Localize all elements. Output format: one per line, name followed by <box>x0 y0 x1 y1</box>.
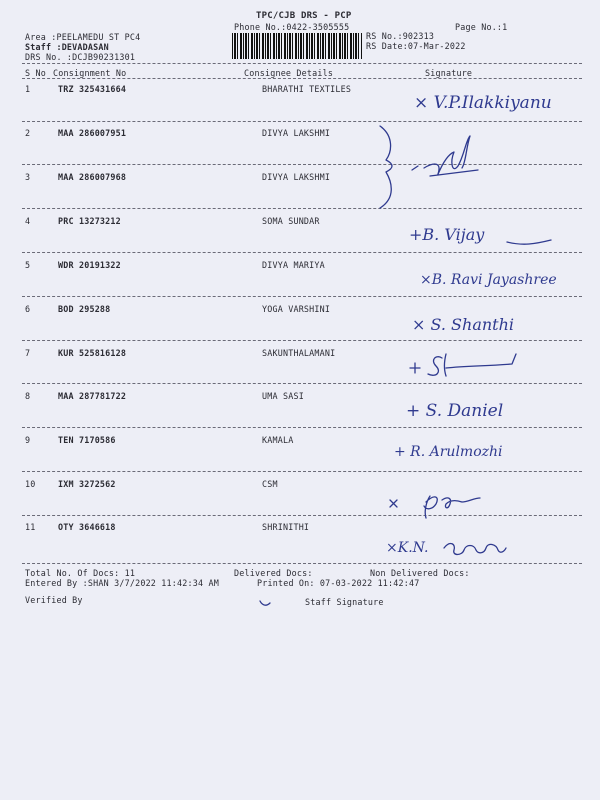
handwritten-signature <box>418 264 583 298</box>
row-consignment: TRZ 325431664 <box>58 84 127 94</box>
row-consignee: DIVYA LAKSHMI <box>262 128 331 138</box>
staff-label: Staff :DEVADASAN <box>25 42 109 52</box>
row-consignment: BOD 295288 <box>58 304 111 314</box>
row-consignee: BHARATHI TEXTILES <box>262 84 352 94</box>
row-sno: 5 <box>25 260 31 270</box>
non-delivered-docs: Non Delivered Docs: <box>370 568 470 578</box>
row-consignee: KAMALA <box>262 435 294 445</box>
row-consignment: WDR 20191322 <box>58 260 121 270</box>
rs-date: RS Date:07-Mar-2022 <box>366 41 466 51</box>
row-consignment: PRC 13273212 <box>58 216 121 226</box>
signature-text: ×B. Ravi Jayashree <box>420 272 557 288</box>
handwritten-signature <box>407 218 557 256</box>
signature-text: +B. Vijay <box>409 225 485 244</box>
entered-by: Entered By :SHAN 3/7/2022 11:42:34 AM <box>25 578 219 588</box>
row-consignment: IXM 3272562 <box>58 479 116 489</box>
row-divider <box>22 515 582 516</box>
column-header-consignee: Consignee Details <box>244 68 334 78</box>
row-consignment: TEN 7170586 <box>58 435 116 445</box>
row-consignee: SAKUNTHALAMANI <box>262 348 336 358</box>
drs-number: DRS No. :DCJB90231301 <box>25 52 136 62</box>
row-consignee: UMA SASI <box>262 391 304 401</box>
row-consignee: CSM <box>262 479 278 489</box>
signature-text: × S. Shanthi <box>412 315 515 334</box>
row-sno: 9 <box>25 435 31 445</box>
row-consignee: SHRINITHI <box>262 522 310 532</box>
handwritten-signature <box>372 124 502 218</box>
row-sno: 3 <box>25 172 31 182</box>
verified-by: Verified By <box>25 595 83 605</box>
row-sno: 7 <box>25 348 31 358</box>
row-consignment: MAA 286007968 <box>58 172 127 182</box>
divider <box>22 63 582 64</box>
handwritten-signature <box>412 84 582 124</box>
row-sno: 10 <box>25 479 36 489</box>
handwritten-signature <box>392 436 522 470</box>
handwritten-signature <box>384 534 534 568</box>
delivered-docs: Delivered Docs: <box>234 568 313 578</box>
handwritten-signature <box>410 308 560 344</box>
printed-on: Printed On: 07-03-2022 11:42:47 <box>257 578 420 588</box>
row-sno: 11 <box>25 522 36 532</box>
row-consignee: DIVYA MARIYA <box>262 260 325 270</box>
row-consignment: KUR 525816128 <box>58 348 127 358</box>
row-divider <box>22 471 582 472</box>
signature-text: + S. Daniel <box>406 401 504 421</box>
handwritten-signature <box>388 486 498 526</box>
column-header-sno: S No <box>25 68 46 78</box>
column-header-signature: Signature <box>425 68 473 78</box>
divider <box>22 78 582 79</box>
row-sno: 6 <box>25 304 31 314</box>
row-sno: 1 <box>25 84 31 94</box>
signature-text: × V.P.Ilakkiyanu <box>414 93 552 113</box>
row-consignee: DIVYA LAKSHMI <box>262 172 331 182</box>
row-sno: 8 <box>25 391 31 401</box>
phone-number: Phone No.:0422-3505555 <box>234 22 350 32</box>
handwritten-signature <box>404 392 554 428</box>
document-title: TPC/CJB DRS - PCP <box>256 11 352 21</box>
handwritten-signature <box>406 350 526 384</box>
row-consignee: YOGA VARSHINI <box>262 304 331 314</box>
area-label: Area :PEELAMEDU ST PC4 <box>25 32 141 42</box>
row-consignment: MAA 286007951 <box>58 128 127 138</box>
pen-mark <box>258 594 272 613</box>
row-consignment: MAA 287781722 <box>58 391 127 401</box>
row-consignee: SOMA SUNDAR <box>262 216 320 226</box>
row-consignment: OTY 3646618 <box>58 522 116 532</box>
row-sno: 2 <box>25 128 31 138</box>
rs-number: RS No.:902313 <box>366 31 435 41</box>
barcode <box>232 33 362 59</box>
signature-text: ×K.N. <box>386 540 429 556</box>
signature-text: + R. Arulmozhi <box>394 444 503 460</box>
total-docs: Total No. Of Docs: 11 <box>25 568 136 578</box>
staff-signature-label: Staff Signature <box>305 597 384 607</box>
page-number: Page No.:1 <box>455 22 508 32</box>
row-sno: 4 <box>25 216 31 226</box>
column-header-consignment: Consignment No <box>53 68 127 78</box>
